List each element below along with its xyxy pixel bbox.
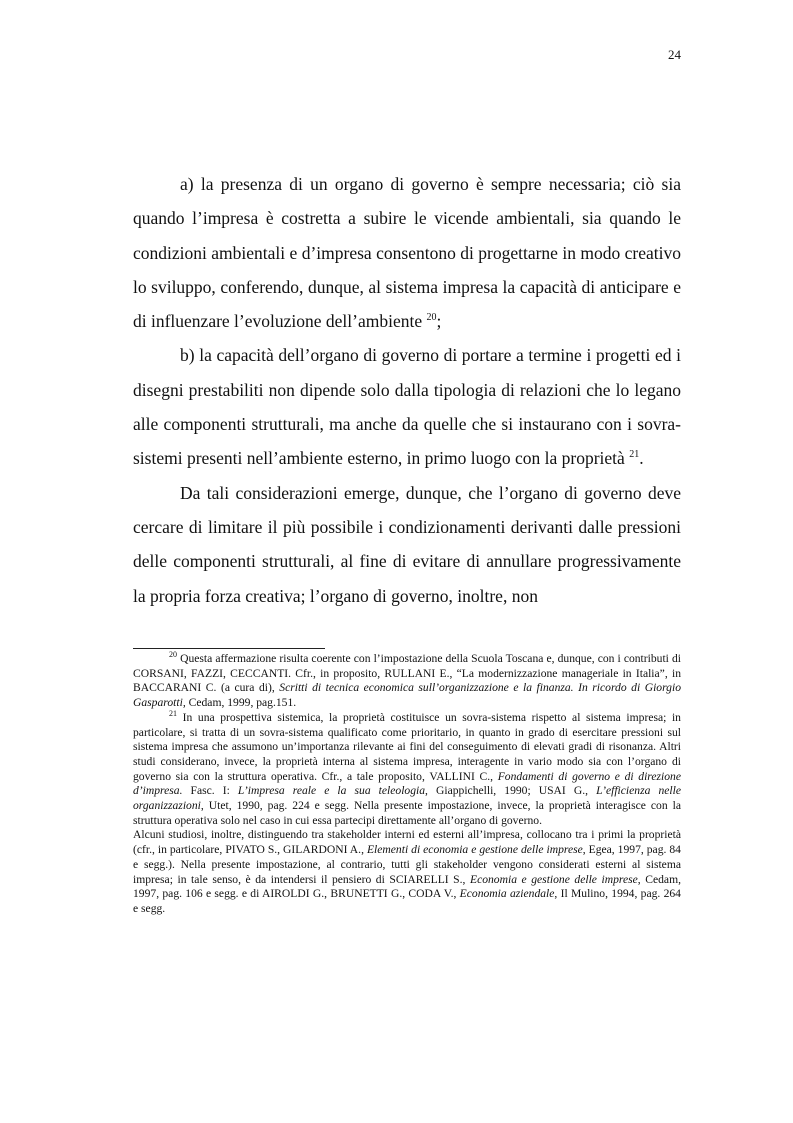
footnote-21-continuation — [133, 828, 681, 916]
footnote-20 — [133, 652, 681, 711]
footnotes — [133, 652, 681, 917]
footnote-text: Cedam, 1999, pag.151. — [185, 696, 297, 710]
paragraph-b-end: . — [639, 448, 644, 469]
paragraph-b — [133, 338, 681, 475]
footnote-text: , Utet, 1990, pag. 224 e segg. Nella presente impostazione, invece, la proprietà interagisce con la struttura operativa solo nel caso in cui essa partecipi direttamente all’organo di governo. — [133, 799, 681, 827]
footnote-number-20: 20 — [169, 650, 177, 660]
page-number: 24 — [668, 47, 681, 62]
footnote-21 — [133, 708, 681, 829]
paragraph-a-text: a) la presenza di un organo di governo è sempre necessaria; ciò sia quando l’impresa è costretta a subire le vicende ambientali, sia quando le condizioni ambientali e d’impresa consentono di progettarne in modo creativo lo sviluppo, conferendo, dunque, al sistema impresa la capacità di anticipare e di influenzare l’evoluzione dell’ambiente — [133, 174, 681, 332]
footnote-text: , Egea, 1997, pag. 84 e segg.). Nella presente impostazione, al contrario, tutti gli stakeholder vengono considerati esterni al sistema impresa; in tale senso, è da intendersi il pensiero di SCIARELLI S., — [133, 843, 681, 886]
footnote-text: , Il Mulino, 1994, pag. 264 e segg. — [133, 887, 681, 915]
paragraph-a-end: ; — [436, 311, 442, 332]
footnote-text: Questa affermazione risulta coerente con l’impostazione della Scuola Toscana e, dunque, con i contributi di CORSANI, FAZZI, CECCANTI. Cfr., in proposito, RULLANI E., “La modernizzazione manageriale in Italia”, in BACCARANI C. (a cura di), — [133, 652, 681, 695]
footnote-text: , Cedam, 1997, pag. 106 e segg. e di AIROLDI G., BRUNETTI G., CODA V., — [133, 872, 681, 901]
footnote-title: Fondamenti di governo e di direzione d’impresa. — [133, 769, 681, 798]
footnote-title: L’efficienza nelle organizzazioni — [133, 784, 681, 813]
footnote-ref-21[interactable]: 21 — [629, 449, 640, 461]
paragraph-b-text: b) la capacità dell’organo di governo di portare a termine i progetti ed i disegni prestabiliti non dipende solo dalla tipologia di relazioni che lo legano alle componenti strutturali, ma anche da quelle che si instaurano con i sovra-sistemi presenti nell’ambiente esterno, in primo luogo con la proprietà — [133, 345, 681, 469]
paragraph-c: Da tali considerazioni emerge, dunque, che l’organo di governo deve cercare di limitare il più possibile i condizionamenti derivanti dalle pressioni delle componenti strutturali, al fine di evitare di annullare progressivamente la propria forza creativa; l’organo di governo, inoltre, non — [133, 482, 681, 606]
paragraph-a — [133, 167, 681, 338]
footnote-title: Elementi di economia e gestione delle imprese — [366, 843, 583, 857]
footnote-text: , Giappichelli, 1990; USAI G., — [425, 784, 597, 798]
footnote-title: Economia aziendale — [459, 887, 555, 901]
body-text — [133, 167, 681, 613]
footnote-text: Alcuni studiosi, inoltre, distinguendo tra stakeholder interni ed esterni all’impresa, collocano tra i primi la proprietà (cfr., in particolare, PIVATO S., GILARDONI A., — [133, 828, 681, 857]
footnote-title: Economia e gestione delle imprese — [469, 872, 638, 886]
footnote-separator — [133, 648, 325, 649]
footnote-ref-20[interactable]: 20 — [426, 312, 437, 324]
footnote-text: In una prospettiva sistemica, la proprietà costituisce un sovra-sistema rispetto al sistema impresa; in particolare, si tratta di un sovra-sistema qualificato come prioritario, in quanto in grado di esercitare pressioni sul sistema impresa che assumono un’importanza rilevante ai fini del conseguimento di elevati gradi di risonanza. Altri studi considerano, invece, la proprietà interna al sistema impresa, interagente in vario modo sia con l’organo di governo sia con la struttura operativa. Cfr., a tale proposito, VALLINI C., — [133, 710, 681, 783]
footnote-number-21: 21 — [169, 708, 177, 718]
footnote-title: Scritti di tecnica economica sull’organizzazione e la finanza. In ricordo di Giorgio Gasparotti, — [133, 681, 681, 710]
footnote-title: L’impresa reale e la sua teleologia — [237, 784, 426, 798]
footnote-text: Fasc. I: — [182, 784, 238, 798]
